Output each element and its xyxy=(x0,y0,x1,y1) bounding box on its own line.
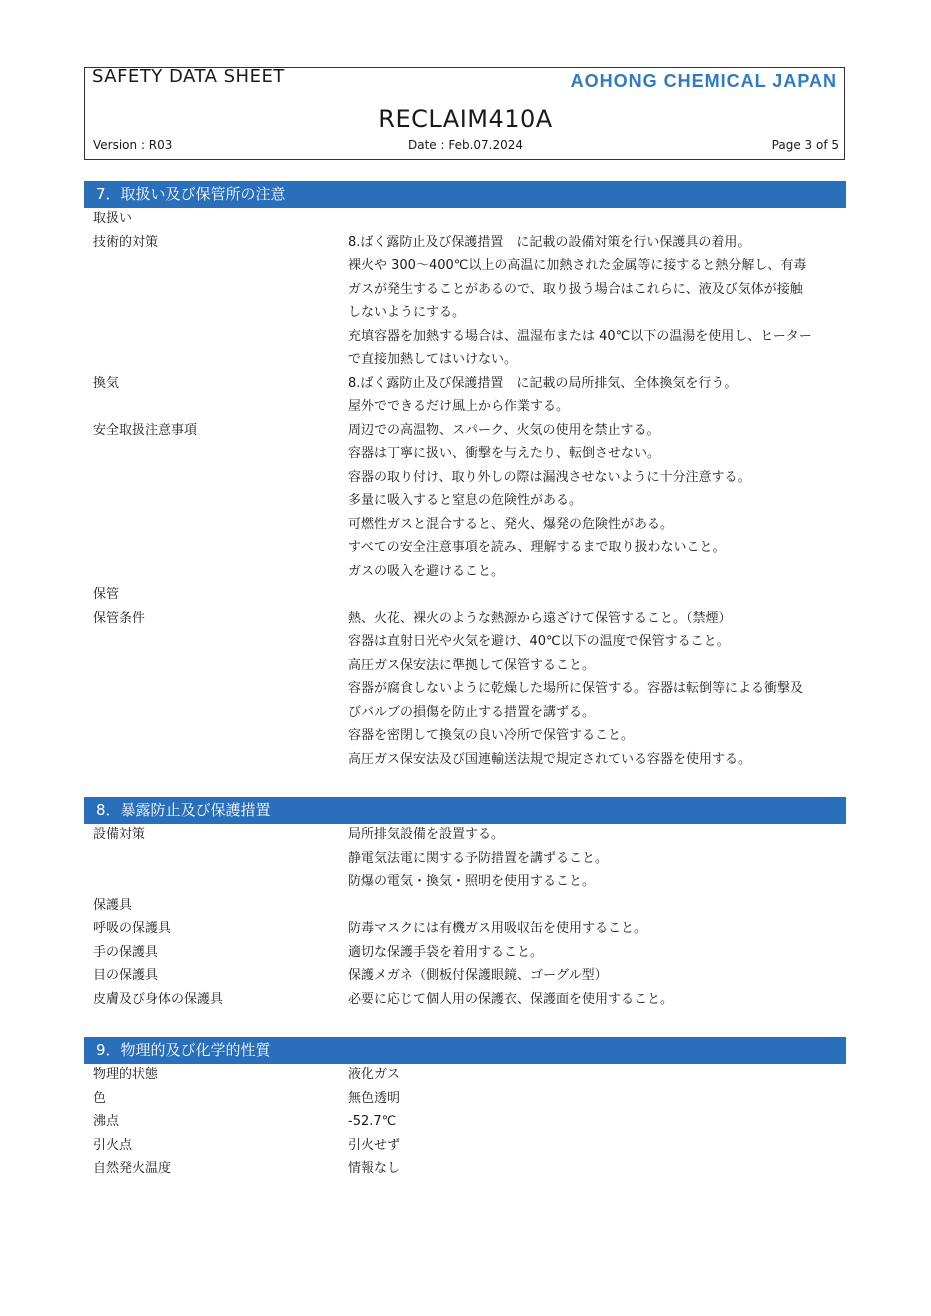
table-row xyxy=(93,894,853,918)
row-label: 換気 xyxy=(93,375,120,391)
row-value: 裸火や 300〜400℃以上の高温に加熱された金属等に接すると熱分解し、有毒 xyxy=(348,258,807,273)
section-7-heading: 7．取扱い及び保管所の注意 xyxy=(84,181,846,208)
section-9-rows xyxy=(93,1063,853,1181)
row-value: 8.ばく露防止及び保護措置 に記載の設備対策を行い保護具の着用。 xyxy=(348,234,751,250)
table-row xyxy=(93,301,853,325)
row-value: 容器を密閉して換気の良い冷所で保管すること。 xyxy=(348,728,635,743)
section-8-rows xyxy=(93,823,853,1011)
row-value: びバルブの損傷を防止する措置を講ずる。 xyxy=(348,704,596,720)
table-row xyxy=(93,847,853,871)
row-label: 取扱い xyxy=(93,211,133,226)
table-row xyxy=(93,583,853,607)
row-label: 設備対策 xyxy=(93,827,146,842)
table-row xyxy=(93,231,853,255)
section-9-heading: 9．物理的及び化学的性質 xyxy=(84,1037,846,1064)
table-row xyxy=(93,823,853,847)
row-value: -52.7℃ xyxy=(348,1114,397,1129)
table-row xyxy=(93,1134,853,1158)
table-row xyxy=(93,870,853,894)
row-value: 熱、火花、裸火のような熱源から遠ざけて保管すること。（禁煙） xyxy=(348,610,732,626)
row-value: ガスが発生することがあるので、取り扱う場合はこれらに、液及び気体が接触 xyxy=(348,281,803,297)
row-label: 手の保護具 xyxy=(93,944,159,960)
row-value: 適切な保護手袋を着用すること。 xyxy=(348,944,544,960)
section-8-heading: 8．暴露防止及び保護措置 xyxy=(84,797,846,824)
row-value: 8.ばく露防止及び保護措置 に記載の局所排気、全体換気を行う。 xyxy=(348,375,738,391)
row-label: 保管 xyxy=(93,587,120,602)
row-value: 多量に吸入すると窒息の危険性がある。 xyxy=(348,493,583,508)
section-7-rows xyxy=(93,207,853,771)
row-label: 色 xyxy=(93,1090,107,1106)
table-row xyxy=(93,395,853,419)
table-row xyxy=(93,348,853,372)
date-label: Date : Feb.07.2024 xyxy=(407,138,524,152)
row-label: 自然発火温度 xyxy=(93,1161,172,1176)
row-value: 容器の取り付け、取り外しの際は漏洩させないように十分注意する。 xyxy=(348,469,751,485)
table-row xyxy=(93,419,853,443)
table-row xyxy=(93,1157,853,1181)
row-value: 防爆の電気・換気・照明を使用すること。 xyxy=(348,874,596,889)
table-row xyxy=(93,988,853,1012)
table-row xyxy=(93,1087,853,1111)
table-row xyxy=(93,654,853,678)
row-value: 局所排気設備を設置する。 xyxy=(348,827,505,842)
table-row xyxy=(93,466,853,490)
row-value: 情報なし xyxy=(348,1161,401,1176)
version-label: Version : R03 xyxy=(93,138,173,152)
row-label: 皮膚及び身体の保護具 xyxy=(93,991,224,1007)
row-value: 無色透明 xyxy=(348,1090,401,1106)
row-label: 引火点 xyxy=(93,1137,133,1153)
row-value: すべての安全注意事項を読み、理解するまで取り扱わないこと。 xyxy=(348,540,726,555)
row-label: 沸点 xyxy=(93,1114,120,1129)
table-row xyxy=(93,1110,853,1134)
row-value: 高圧ガス保安法に準拠して保管すること。 xyxy=(348,657,596,673)
table-row xyxy=(93,325,853,349)
row-value: ガスの吸入を避けること。 xyxy=(348,563,505,579)
table-row xyxy=(93,560,853,584)
table-row xyxy=(93,917,853,941)
table-row xyxy=(93,941,853,965)
row-value: 可燃性ガスと混合すると、発火、爆発の危険性がある。 xyxy=(348,516,674,532)
table-row xyxy=(93,1063,853,1087)
table-row xyxy=(93,607,853,631)
row-value: 必要に応じて個人用の保護衣、保護面を使用すること。 xyxy=(348,991,674,1007)
row-value: 屋外でできるだけ風上から作業する。 xyxy=(348,399,570,414)
product-name: RECLAIM410A xyxy=(378,105,553,133)
table-row xyxy=(93,701,853,725)
row-label: 技術的対策 xyxy=(93,234,159,250)
row-label: 呼吸の保護具 xyxy=(93,921,172,936)
row-value: しないようにする。 xyxy=(348,305,466,320)
table-row xyxy=(93,536,853,560)
page-number: Page 3 of 5 xyxy=(771,138,839,152)
table-row xyxy=(93,513,853,537)
table-row xyxy=(93,278,853,302)
row-value: 液化ガス xyxy=(348,1067,401,1082)
row-value: 容器が腐食しないように乾燥した場所に保管する。容器は転倒等による衝撃及 xyxy=(348,681,804,696)
table-row xyxy=(93,372,853,396)
row-value: で直接加熱してはいけない。 xyxy=(348,352,518,367)
row-label: 保護具 xyxy=(93,897,133,913)
row-value: 引火せず xyxy=(348,1137,401,1153)
row-label: 安全取扱注意事項 xyxy=(93,422,198,438)
row-label: 物理的状態 xyxy=(93,1067,159,1082)
company-name: AOHONG CHEMICAL JAPAN xyxy=(570,71,837,91)
document-type: SAFETY DATA SHEET xyxy=(92,66,285,87)
row-value: 静電気法電に関する予防措置を講ずること。 xyxy=(348,850,609,866)
table-row xyxy=(93,748,853,772)
table-row xyxy=(93,964,853,988)
table-row xyxy=(93,630,853,654)
row-value: 充填容器を加熱する場合は、温湿布または 40℃以下の温湯を使用し、ヒーター xyxy=(348,328,812,344)
table-row xyxy=(93,254,853,278)
table-row xyxy=(93,724,853,748)
row-label: 目の保護具 xyxy=(93,968,159,983)
row-value: 容器は丁寧に扱い、衝撃を与えたり、転倒させない。 xyxy=(348,446,661,461)
table-row xyxy=(93,677,853,701)
table-row xyxy=(93,207,853,231)
row-value: 周辺での高温物、スパーク、火気の使用を禁止する。 xyxy=(348,422,660,438)
table-row xyxy=(93,489,853,513)
row-value: 容器は直射日光や火気を避け、40℃以下の温度で保管すること。 xyxy=(348,634,730,649)
row-label: 保管条件 xyxy=(93,610,146,626)
table-row xyxy=(93,442,853,466)
row-value: 防毒マスクには有機ガス用吸収缶を使用すること。 xyxy=(348,921,648,936)
row-value: 保護メガネ（側板付保護眼鏡、ゴーグル型） xyxy=(348,968,608,983)
row-value: 高圧ガス保安法及び国連輸送法規で規定されている容器を使用する。 xyxy=(348,751,752,767)
